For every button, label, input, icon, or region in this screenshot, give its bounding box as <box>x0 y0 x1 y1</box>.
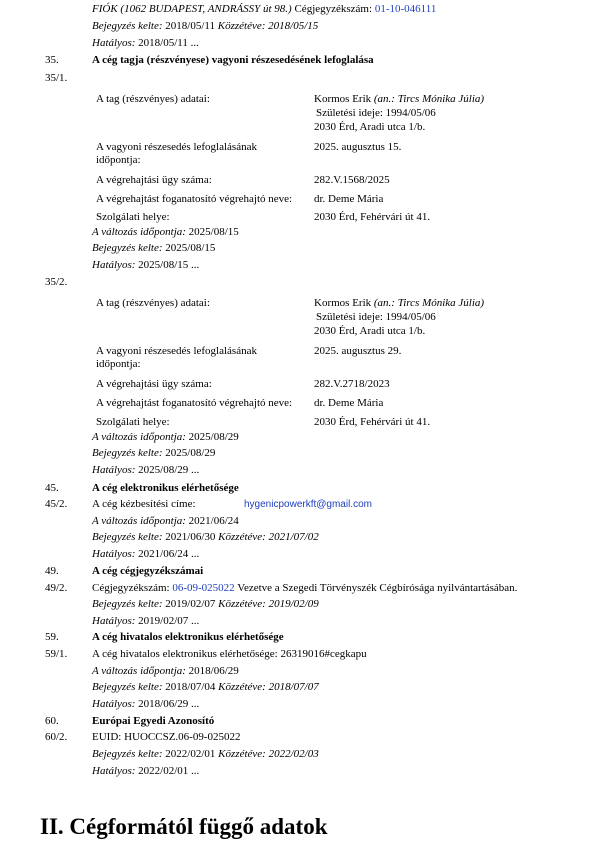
time-label: A vagyoni részesedés lefoglalásának <box>96 345 257 357</box>
entry-number: 45/2. <box>45 498 68 510</box>
change-line: A változás időpontja: 2025/08/29 <box>92 431 239 443</box>
bejegyzes-line: Bejegyzés kelte: 2025/08/29 <box>92 447 216 459</box>
hatalyos-line: Hatályos: 2022/02/01 ... <box>92 765 200 777</box>
cegkapu-line: A cég hivatalos elektronikus elérhetősége: 26319016#cegkapu <box>92 648 367 660</box>
exec-label: A végrehajtást foganatosító végrehajtó neve: <box>96 397 293 409</box>
tag-birth: Születési ideje: 1994/05/06 <box>316 311 436 323</box>
section-title: A cég cégjegyzékszámai <box>92 565 204 577</box>
case-label: A végrehajtási ügy száma: <box>96 174 212 186</box>
tag-name-line: Kormos Erik (an.: Tircs Mónika Júlia) <box>314 93 485 105</box>
section-number: 35. <box>45 54 59 66</box>
section-number: 60. <box>45 715 59 727</box>
hatalyos-line: Hatályos: 2018/06/29 ... <box>92 698 200 710</box>
tag-address: 2030 Érd, Aradi utca 1/b. <box>314 325 426 337</box>
time-label: A vagyoni részesedés lefoglalásának <box>96 141 257 153</box>
tag-birth: Születési ideje: 1994/05/06 <box>316 107 436 119</box>
case-label: A végrehajtási ügy száma: <box>96 378 212 390</box>
office-value: 2030 Érd, Fehérvári út 41. <box>314 211 431 223</box>
section-title: Európai Egyedi Azonosító <box>92 715 215 727</box>
change-line: A változás időpontja: 2021/06/24 <box>92 515 239 527</box>
case-value: 282.V.2718/2023 <box>314 378 390 390</box>
hatalyos-line: Hatályos: 2021/06/24 ... <box>92 548 200 560</box>
section-number: 59. <box>45 631 59 643</box>
section-ii-title: II. Cégformától függő adatok <box>40 814 328 839</box>
top-hatalyos-line: Hatályos: 2018/05/11 ... <box>92 37 199 49</box>
section-number: 49. <box>45 565 59 577</box>
entry-number: 60/2. <box>45 731 68 743</box>
bejegyzes-line: Bejegyzés kelte: 2025/08/15 <box>92 242 216 254</box>
section-title: A cég elektronikus elérhetősége <box>92 482 239 494</box>
section-title: A cég hivatalos elektronikus elérhetősége <box>92 631 284 643</box>
exec-label: A végrehajtást foganatosító végrehajtó neve: <box>96 193 293 205</box>
section-title: A cég tagja (részvényese) vagyoni részesedésének lefoglalása <box>92 54 374 66</box>
reg-number: 06-09-025022 <box>172 582 235 594</box>
tag-name-line: Kormos Erik (an.: Tircs Mónika Júlia) <box>314 297 485 309</box>
entry-number: 35/1. <box>45 72 68 84</box>
email-link[interactable]: hygenicpowerkft@gmail.com <box>244 499 372 510</box>
euid-line: EUID: HUOCCSZ.06-09-025022 <box>92 731 241 743</box>
exec-value: dr. Deme Mária <box>314 193 384 205</box>
bejegyzes-line: Bejegyzés kelte: 2021/06/30 Közzétéve: 2021/07/02 <box>92 531 319 543</box>
email-label: A cég kézbesítési címe: <box>92 498 196 510</box>
hatalyos-line: Hatályos: 2025/08/29 ... <box>92 464 200 476</box>
case-value: 282.V.1568/2025 <box>314 174 390 186</box>
hatalyos-line: Hatályos: 2025/08/15 ... <box>92 259 200 271</box>
section-number: 45. <box>45 482 59 494</box>
change-line: A változás időpontja: 2025/08/15 <box>92 226 239 238</box>
entry-number: 35/2. <box>45 276 68 288</box>
entry-number: 49/2. <box>45 582 68 594</box>
office-label: Szolgálati helye: <box>96 211 170 223</box>
top-bejegyzes-line: Bejegyzés kelte: 2018/05/11 Közzétéve: 2018/05/15 <box>92 20 319 32</box>
entry-number: 59/1. <box>45 648 68 660</box>
time-label-2: időpontja: <box>96 154 141 166</box>
exec-value: dr. Deme Mária <box>314 397 384 409</box>
bejegyzes-line: Bejegyzés kelte: 2018/07/04 Közzétéve: 2018/07/07 <box>92 681 319 693</box>
office-label: Szolgálati helye: <box>96 416 170 428</box>
time-value: 2025. augusztus 15. <box>314 141 402 153</box>
bejegyzes-line: Bejegyzés kelte: 2019/02/07 Közzétéve: 2019/02/09 <box>92 598 319 610</box>
tag-label: A tag (részvényes) adatai: <box>96 93 210 105</box>
tag-address: 2030 Érd, Aradi utca 1/b. <box>314 121 426 133</box>
reg-line: Cégjegyzékszám: 06-09-025022 Vezetve a Szegedi Törvényszék Cégbírósága nyilvántartásában. <box>92 582 518 594</box>
hatalyos-line: Hatályos: 2019/02/07 ... <box>92 615 200 627</box>
time-label-2: időpontja: <box>96 358 141 370</box>
bejegyzes-line: Bejegyzés kelte: 2022/02/01 Közzétéve: 2022/02/03 <box>92 748 319 760</box>
tag-label: A tag (részvényes) adatai: <box>96 297 210 309</box>
change-line: A változás időpontja: 2018/06/29 <box>92 665 239 677</box>
office-value: 2030 Érd, Fehérvári út 41. <box>314 416 431 428</box>
time-value: 2025. augusztus 29. <box>314 345 402 357</box>
reg-number: 01-10-046111 <box>374 3 437 15</box>
branch-line: FIÓK (1062 BUDAPEST, ANDRÁSSY út 98.) Cégjegyzékszám: 01-10-046111 <box>92 3 437 15</box>
